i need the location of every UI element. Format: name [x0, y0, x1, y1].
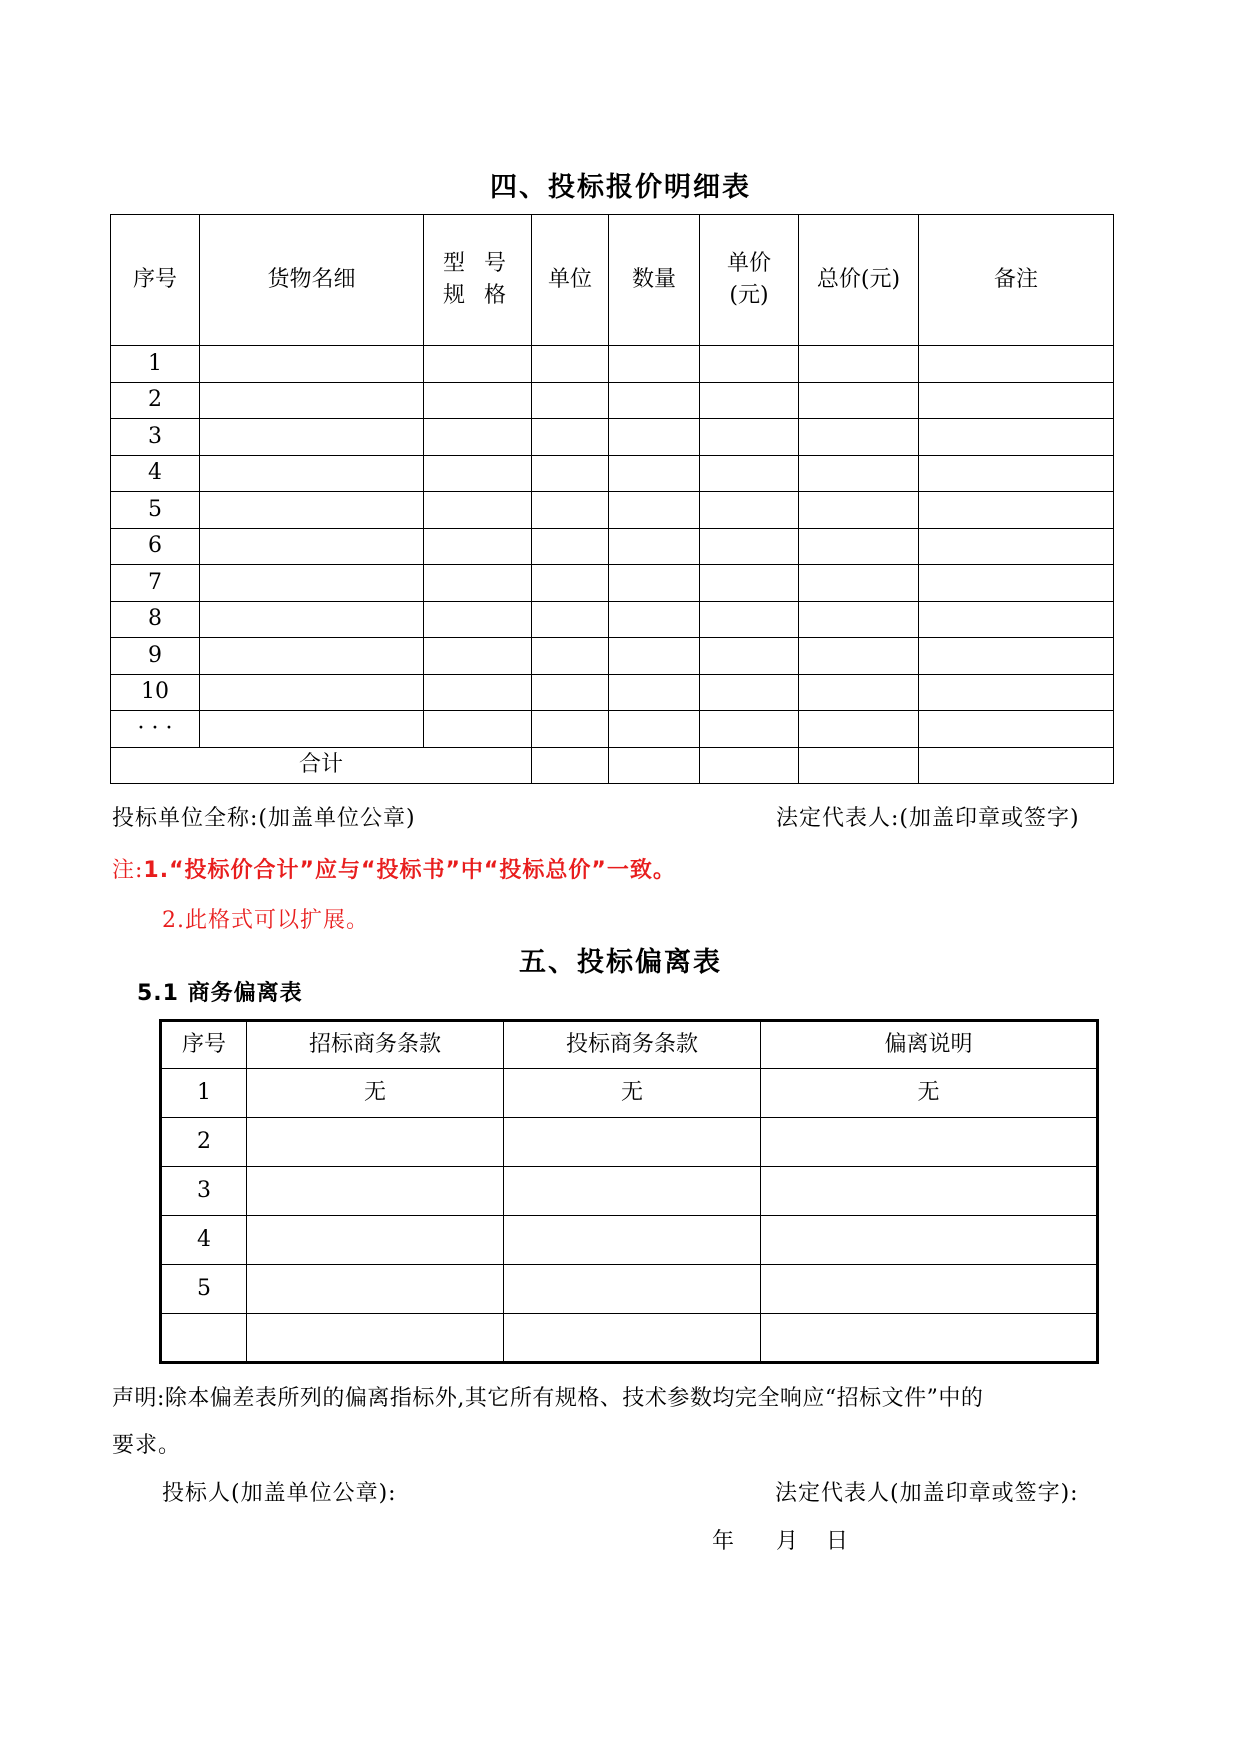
quote-row: [111, 674, 1114, 711]
quote-cell: [799, 711, 919, 748]
quote-cell: [700, 711, 799, 748]
quote-cell: [799, 419, 919, 456]
quote-cell: [200, 419, 424, 456]
bidder-name-label: 投标单位全称:(加盖单位公章): [112, 806, 416, 831]
quote-row-seq: 5: [111, 492, 200, 529]
quote-cell: [200, 492, 424, 529]
quote-cell: [424, 382, 532, 419]
section5-subtitle: 5.1 商务偏离表: [137, 981, 303, 1006]
sum-cell: [532, 747, 609, 783]
quote-cell: [532, 492, 609, 529]
quote-row-seq: 7: [111, 565, 200, 602]
section4-title: 四、投标报价明细表: [490, 172, 751, 203]
quote-cell: [424, 528, 532, 565]
deviation-cell-tender-terms: [247, 1118, 504, 1167]
quote-cell: [919, 711, 1114, 748]
deviation-cell-deviation: [761, 1265, 1098, 1314]
quote-row: [111, 382, 1114, 419]
deviation-cell-deviation: [761, 1216, 1098, 1265]
quote-cell: [609, 711, 700, 748]
quote-row: [111, 346, 1114, 383]
quote-row: [111, 455, 1114, 492]
quote-row: [111, 601, 1114, 638]
quote-row-seq: 8: [111, 601, 200, 638]
quote-cell: [919, 528, 1114, 565]
quote-cell: [609, 346, 700, 383]
dev-header-tender-terms: 招标商务条款: [247, 1021, 504, 1069]
deviation-body: [161, 1069, 1098, 1363]
date-year: 年: [712, 1529, 736, 1554]
quote-cell: [609, 492, 700, 529]
header-model-line1: 型 号: [443, 251, 512, 276]
header-unit-price: [700, 215, 799, 346]
quote-cell: [609, 565, 700, 602]
quote-cell: [799, 382, 919, 419]
note-prefix: 注:: [112, 858, 144, 883]
deviation-cell-bid-terms: [504, 1216, 761, 1265]
quote-cell: [609, 674, 700, 711]
deviation-table: [159, 1019, 1099, 1364]
quote-row: [111, 565, 1114, 602]
header-unit-price-line1: 单价: [726, 251, 771, 276]
dev-header-deviation: 偏离说明: [761, 1021, 1098, 1069]
sum-cell: [799, 747, 919, 783]
deviation-cell-seq: 4: [161, 1216, 247, 1265]
quote-cell: [799, 492, 919, 529]
deviation-cell-seq: 2: [161, 1118, 247, 1167]
header-model: [424, 215, 532, 346]
deviation-cell-tender-terms: [247, 1167, 504, 1216]
quote-sum-row: [111, 747, 1114, 783]
quote-cell: [532, 528, 609, 565]
deviation-cell-seq: 5: [161, 1265, 247, 1314]
quote-cell: [700, 601, 799, 638]
quote-cell: [200, 674, 424, 711]
quote-cell: [424, 601, 532, 638]
header-qty: 数量: [609, 215, 700, 346]
quote-cell: [799, 638, 919, 675]
quote-cell: [799, 674, 919, 711]
quote-cell: [532, 346, 609, 383]
quote-table: [110, 214, 1114, 784]
quote-cell: [200, 346, 424, 383]
deviation-row: [161, 1069, 1098, 1118]
quote-row-seq: 4: [111, 455, 200, 492]
quote-cell: [919, 382, 1114, 419]
deviation-cell-bid-terms: [504, 1167, 761, 1216]
quote-cell: [919, 674, 1114, 711]
deviation-cell-bid-terms: 无: [504, 1069, 761, 1118]
statement-line-1: 声明:除本偏差表所列的偏离指标外,其它所有规格、技术参数均完全响应“招标文件”中的: [112, 1386, 984, 1411]
quote-cell: [700, 528, 799, 565]
quote-cell: [700, 638, 799, 675]
deviation-cell-deviation: [761, 1314, 1098, 1363]
quote-row-seq: 6: [111, 528, 200, 565]
deviation-cell-bid-terms: [504, 1314, 761, 1363]
deviation-cell-seq: 3: [161, 1167, 247, 1216]
quote-cell: [799, 455, 919, 492]
date-day: 日: [826, 1529, 850, 1554]
quote-cell: [799, 528, 919, 565]
deviation-cell-deviation: 无: [761, 1069, 1098, 1118]
quote-row-seq: · · ·: [111, 711, 200, 748]
quote-cell: [609, 419, 700, 456]
deviation-cell-tender-terms: [247, 1265, 504, 1314]
quote-cell: [700, 674, 799, 711]
deviation-cell-seq: 1: [161, 1069, 247, 1118]
quote-body: [111, 346, 1114, 748]
quote-cell: [424, 492, 532, 529]
statement-line-2: 要求。: [112, 1433, 182, 1458]
quote-cell: [424, 565, 532, 602]
quote-cell: [799, 565, 919, 602]
deviation-row: [161, 1118, 1098, 1167]
quote-cell: [700, 492, 799, 529]
deviation-row: [161, 1314, 1098, 1363]
quote-cell: [609, 455, 700, 492]
sum-cell: [609, 747, 700, 783]
quote-cell: [609, 601, 700, 638]
header-total-price: 总价(元): [799, 215, 919, 346]
note-1-text: 1.“投标价合计”应与“投标书”中“投标总价”一致。: [143, 858, 676, 883]
quote-row: [111, 419, 1114, 456]
deviation-cell-tender-terms: [247, 1216, 504, 1265]
deviation-header-row: [161, 1021, 1098, 1069]
deviation-cell-seq: [161, 1314, 247, 1363]
header-unit-price-line2: (元): [729, 283, 769, 308]
section5-title: 五、投标偏离表: [519, 947, 722, 978]
date-month: 月: [776, 1529, 800, 1554]
quote-cell: [609, 382, 700, 419]
deviation-cell-bid-terms: [504, 1265, 761, 1314]
deviation-cell-deviation: [761, 1118, 1098, 1167]
header-seq: 序号: [111, 215, 200, 346]
quote-cell: [609, 638, 700, 675]
quote-cell: [532, 565, 609, 602]
quote-cell: [919, 492, 1114, 529]
quote-cell: [200, 601, 424, 638]
legal-rep-label: 法定代表人:(加盖印章或签字): [776, 806, 1080, 831]
quote-cell: [200, 638, 424, 675]
quote-row-seq: 1: [111, 346, 200, 383]
quote-cell: [609, 528, 700, 565]
deviation-cell-tender-terms: 无: [247, 1069, 504, 1118]
quote-cell: [532, 419, 609, 456]
quote-cell: [424, 455, 532, 492]
quote-cell: [700, 455, 799, 492]
quote-cell: [799, 601, 919, 638]
quote-cell: [532, 601, 609, 638]
quote-cell: [532, 455, 609, 492]
header-model-line2: 规 格: [443, 283, 512, 308]
header-remark: 备注: [919, 215, 1114, 346]
quote-cell: [532, 711, 609, 748]
note-2: 2.此格式可以扩展。: [162, 908, 369, 933]
quote-row: [111, 528, 1114, 565]
quote-cell: [532, 382, 609, 419]
sum-cell: [919, 747, 1114, 783]
quote-cell: [700, 346, 799, 383]
quote-cell: [919, 638, 1114, 675]
dev-header-bid-terms: 投标商务条款: [504, 1021, 761, 1069]
quote-cell: [200, 565, 424, 602]
quote-cell: [424, 346, 532, 383]
quote-cell: [424, 711, 532, 748]
quote-cell: [700, 382, 799, 419]
deviation-row: [161, 1167, 1098, 1216]
dev-header-seq: 序号: [161, 1021, 247, 1069]
header-goods-name: 货物名细: [200, 215, 424, 346]
quote-row: [111, 638, 1114, 675]
quote-cell: [919, 565, 1114, 602]
deviation-cell-deviation: [761, 1167, 1098, 1216]
quote-cell: [200, 528, 424, 565]
quote-cell: [919, 455, 1114, 492]
quote-row: [111, 711, 1114, 748]
deviation-row: [161, 1265, 1098, 1314]
quote-cell: [200, 711, 424, 748]
quote-cell: [200, 382, 424, 419]
quote-cell: [424, 674, 532, 711]
quote-cell: [700, 419, 799, 456]
deviation-cell-tender-terms: [247, 1314, 504, 1363]
note-1: [112, 853, 676, 884]
quote-cell: [919, 601, 1114, 638]
quote-cell: [700, 565, 799, 602]
deviation-row: [161, 1216, 1098, 1265]
quote-cell: [424, 419, 532, 456]
sum-cell: [700, 747, 799, 783]
quote-row-seq: 9: [111, 638, 200, 675]
quote-cell: [532, 638, 609, 675]
quote-cell: [799, 346, 919, 383]
sum-label: 合计: [111, 747, 532, 783]
quote-row: [111, 492, 1114, 529]
quote-cell: [919, 419, 1114, 456]
quote-row-seq: 3: [111, 419, 200, 456]
quote-row-seq: 2: [111, 382, 200, 419]
header-unit: 单位: [532, 215, 609, 346]
bidder-seal-label: 投标人(加盖单位公章):: [162, 1481, 397, 1506]
legal-rep-sign-label: 法定代表人(加盖印章或签字):: [775, 1481, 1079, 1506]
quote-cell: [919, 346, 1114, 383]
quote-row-seq: 10: [111, 674, 200, 711]
quote-header-row: [111, 215, 1114, 346]
deviation-cell-bid-terms: [504, 1118, 761, 1167]
quote-cell: [532, 674, 609, 711]
quote-cell: [200, 455, 424, 492]
quote-cell: [424, 638, 532, 675]
